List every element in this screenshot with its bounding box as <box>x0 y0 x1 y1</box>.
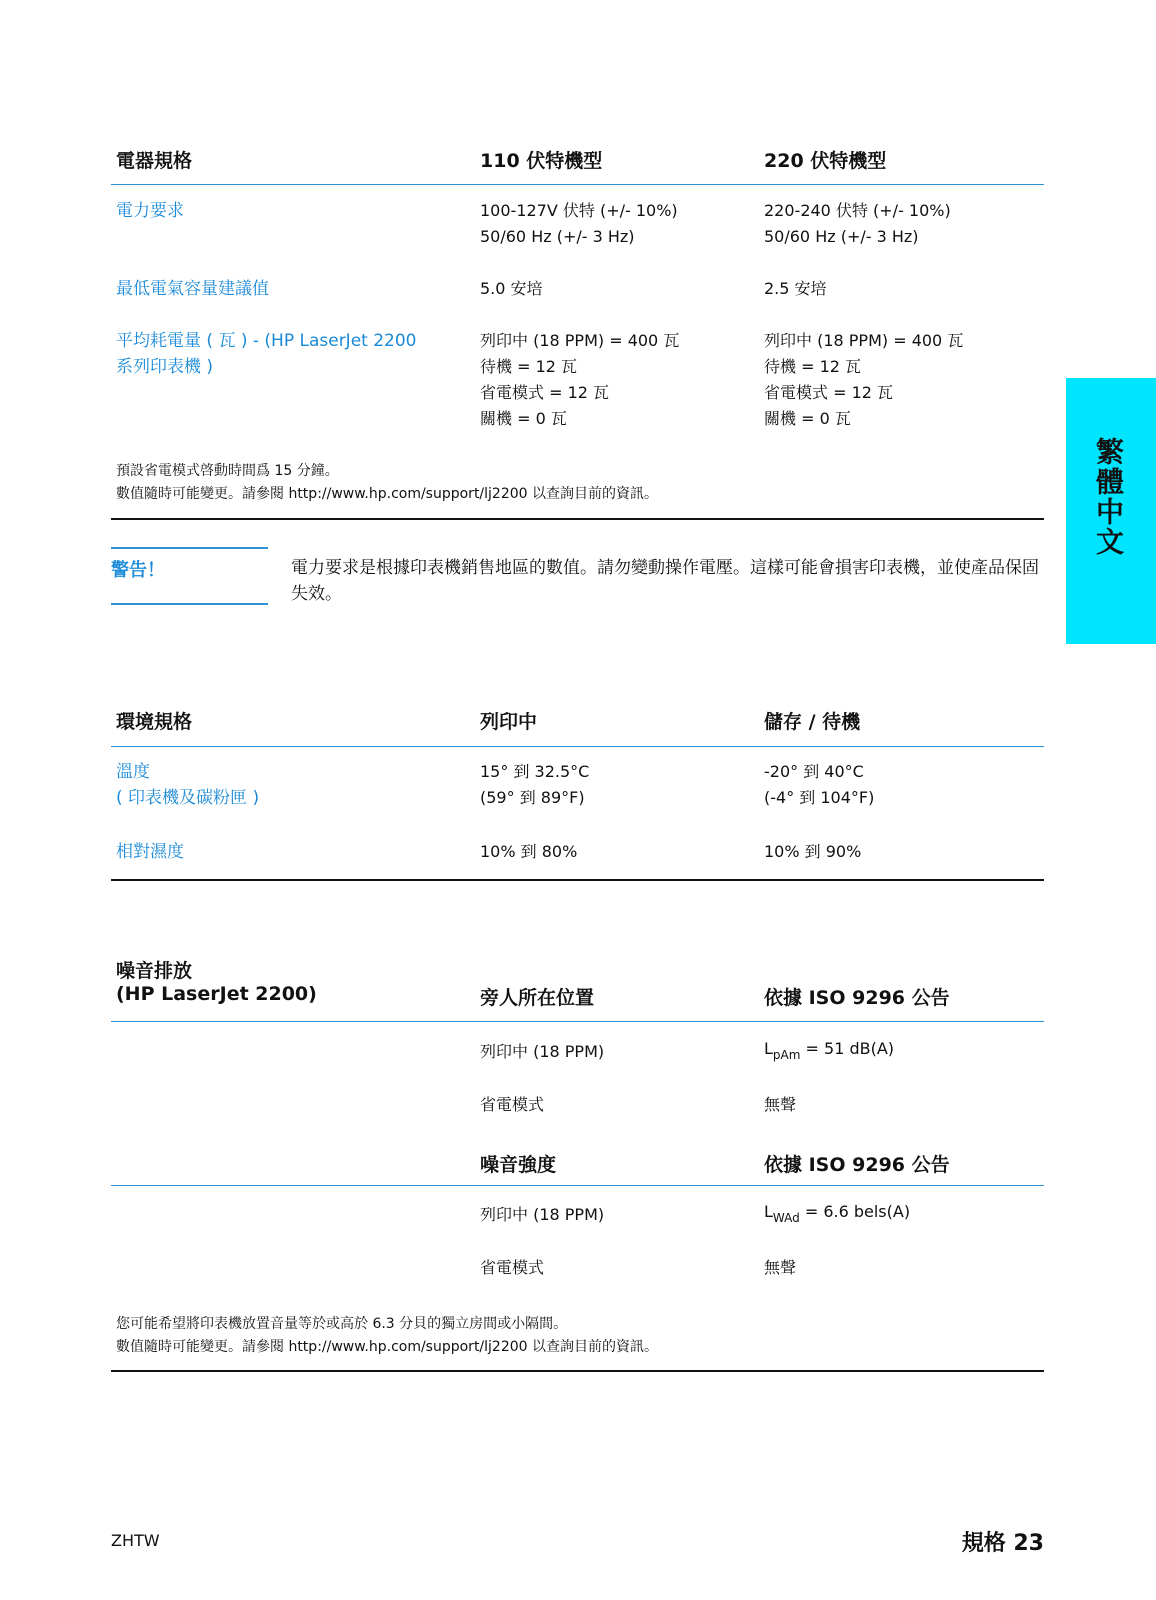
electrical-header-title: 電器規格 <box>116 150 193 172</box>
acoustic-title: 噪音排放 <box>116 960 193 982</box>
value-printing: (59° 到 89°F) <box>480 788 585 807</box>
acoustic-power-rule <box>111 1185 1044 1186</box>
electrical-note: 數值隨時可能變更。請參閱 http://www.hp.com/support/lj2200 以查詢目前的資訊。 <box>116 486 659 502</box>
warning-rule-bottom <box>111 603 268 605</box>
value-storage: 10% 到 90% <box>764 842 862 861</box>
acoustic-note: 您可能希望將印表機放置音量等於或高於 6.3 分貝的獨立房間或小隔間。 <box>116 1316 568 1332</box>
environment-header-title: 環境規格 <box>116 711 193 733</box>
electrical-header-220v: 220 伏特機型 <box>764 150 887 172</box>
value-storage: -20° 到 40°C <box>764 762 864 781</box>
warning-text: 電力要求是根據印表機銷售地區的數值。請勿變動操作電壓。這樣可能會損害印表機，並使產品保固失效。 <box>291 558 1039 604</box>
acoustic-mode: 列印中 (18 PPM) <box>480 1042 605 1061</box>
environment-header-storage: 儲存 / 待機 <box>764 711 861 733</box>
value-110v: 50/60 Hz (+/- 3 Hz) <box>480 227 635 246</box>
acoustic-iso-header: 依據 ISO 9296 公告 <box>764 1154 950 1176</box>
value-220v: 220-240 伏特 (+/- 10%) <box>764 201 951 220</box>
acoustic-value: 無聲 <box>764 1095 797 1114</box>
language-tab-label: 繁體中文 <box>1092 437 1125 557</box>
value-110v: 5.0 安培 <box>480 279 543 298</box>
value-110v: 關機 = 0 瓦 <box>480 409 567 428</box>
value-220v: 關機 = 0 瓦 <box>764 409 851 428</box>
value-storage: (-4° 到 104°F) <box>764 788 875 807</box>
acoustic-power-header: 噪音強度 <box>480 1154 557 1176</box>
row-label: 系列印表機 ) <box>116 357 214 377</box>
acoustic-value-symbol: L <box>764 1039 773 1058</box>
warning-label: 警告！ <box>111 560 165 581</box>
row-label: 溫度 <box>116 762 150 782</box>
acoustic-mode: 列印中 (18 PPM) <box>480 1205 605 1224</box>
value-printing: 15° 到 32.5°C <box>480 762 590 781</box>
acoustic-pressure-rule <box>111 1021 1044 1022</box>
value-220v: 省電模式 = 12 瓦 <box>764 383 894 402</box>
electrical-header-110v: 110 伏特機型 <box>480 150 603 172</box>
environment-header-printing: 列印中 <box>480 711 538 733</box>
value-printing: 10% 到 80% <box>480 842 578 861</box>
acoustic-value: 無聲 <box>764 1258 797 1277</box>
value-110v: 列印中 (18 PPM) = 400 瓦 <box>480 331 680 350</box>
footer-language-code: ZHTW <box>111 1531 160 1550</box>
acoustic-value <box>764 1199 910 1231</box>
value-110v: 100-127V 伏特 (+/- 10%) <box>480 201 678 220</box>
acoustic-pressure-header: 旁人所在位置 <box>480 987 595 1009</box>
footer-page-number: 規格 23 <box>961 1531 1044 1556</box>
electrical-header-rule <box>111 184 1044 185</box>
acoustic-mode: 省電模式 <box>480 1258 545 1277</box>
value-220v: 2.5 安培 <box>764 279 827 298</box>
value-110v: 待機 = 12 瓦 <box>480 357 578 376</box>
electrical-note: 預設省電模式啓動時間爲 15 分鐘。 <box>116 463 339 479</box>
environment-header-rule <box>111 746 1044 747</box>
row-label: 電力要求 <box>116 201 184 221</box>
acoustic-mode: 省電模式 <box>480 1095 545 1114</box>
acoustic-model: (HP LaserJet 2200) <box>116 983 317 1005</box>
acoustic-note: 數值隨時可能變更。請參閱 http://www.hp.com/support/lj2200 以查詢目前的資訊。 <box>116 1339 659 1355</box>
row-label: 平均耗電量 ( 瓦 ) - (HP LaserJet 2200 <box>116 331 417 351</box>
acoustic-bottom-rule <box>111 1370 1044 1372</box>
row-label: 相對濕度 <box>116 842 184 862</box>
acoustic-value <box>764 1036 894 1068</box>
value-220v: 列印中 (18 PPM) = 400 瓦 <box>764 331 964 350</box>
warning-rule-top <box>111 547 268 549</box>
acoustic-value-symbol: L <box>764 1202 773 1221</box>
value-220v: 50/60 Hz (+/- 3 Hz) <box>764 227 919 246</box>
row-label: ( 印表機及碳粉匣 ) <box>116 788 260 808</box>
acoustic-value-amount: = 6.6 bels(A) <box>799 1202 911 1221</box>
row-label: 最低電氣容量建議值 <box>116 279 269 299</box>
acoustic-value-subscript: pAm <box>772 1048 801 1062</box>
acoustic-iso-header: 依據 ISO 9296 公告 <box>764 987 950 1009</box>
value-220v: 待機 = 12 瓦 <box>764 357 862 376</box>
electrical-bottom-rule <box>111 518 1044 520</box>
value-110v: 省電模式 = 12 瓦 <box>480 383 610 402</box>
acoustic-value-amount: = 51 dB(A) <box>800 1039 895 1058</box>
environment-bottom-rule <box>111 879 1044 881</box>
acoustic-value-subscript: WAd <box>772 1211 800 1225</box>
